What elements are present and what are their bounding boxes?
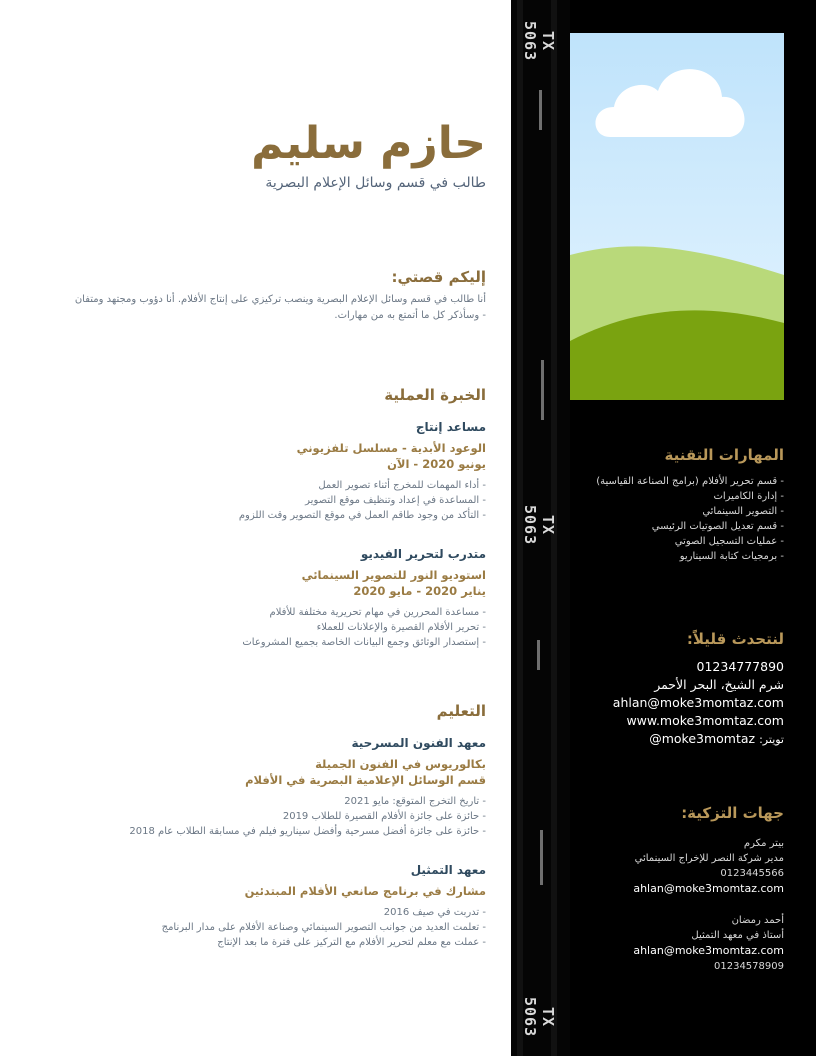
candidate-name: حازم سليم bbox=[251, 118, 486, 169]
contact-phone: 01234777890 bbox=[696, 659, 784, 674]
job-title: مساعد إنتاج bbox=[415, 420, 486, 434]
job-org: الوعود الأبدية - مسلسل تلفزيوني bbox=[296, 441, 486, 455]
landscape-image bbox=[570, 33, 784, 400]
education-section bbox=[46, 702, 486, 950]
contact-address: شرم الشيخ، البحر الأحمر bbox=[654, 677, 784, 692]
education-entry bbox=[46, 736, 486, 839]
reference-email[interactable]: ahlan@moke3momtaz.com bbox=[633, 944, 784, 957]
about-line: أنا طالب في قسم وسائل الإعلام البصرية وينصب تركيزي على إنتاج الأفلام. أنا دؤوب ومجتهد ومتفان bbox=[74, 294, 486, 305]
job-entry bbox=[46, 547, 486, 650]
sidebar bbox=[570, 0, 816, 1056]
skill-item: - برمجيات كتابة السيناريو bbox=[679, 551, 784, 562]
skill-item: - عمليات التسجيل الصوتي bbox=[674, 536, 784, 547]
job-dates: يونيو 2020 - الآن bbox=[387, 457, 486, 471]
contact-website[interactable]: www.moke3momtaz.com bbox=[626, 713, 784, 728]
skills-section bbox=[570, 446, 784, 564]
education-department: قسم الوسائل الإعلامية البصرية في الأفلام bbox=[245, 773, 486, 787]
twitter-handle[interactable]: @moke3momtaz bbox=[649, 731, 756, 746]
reference-name: بيتر مكرم bbox=[743, 838, 784, 849]
reference-role: أستاذ في معهد التمثيل bbox=[691, 930, 784, 941]
contact-email[interactable]: ahlan@moke3momtaz.com bbox=[612, 695, 784, 710]
skill-item: - قسم تعديل الصوتيات الرئيسي bbox=[651, 521, 784, 532]
film-code: TX 5063 bbox=[521, 996, 557, 1038]
film-strip bbox=[511, 0, 570, 1056]
job-org: استوديو النور للتصوير السينمائي bbox=[301, 568, 486, 582]
job-title: متدرب لتحرير الفيديو bbox=[360, 547, 486, 561]
film-code: TX 5063 bbox=[521, 504, 557, 546]
twitter-label: تويتر: bbox=[759, 733, 784, 746]
skill-item: - التصوير السينمائي bbox=[702, 506, 784, 517]
film-code: TX 5063 bbox=[521, 20, 557, 62]
job-bullet: - التأكد من وجود طاقم العمل في موقع التصوير وقت اللزوم bbox=[238, 510, 486, 521]
education-title: معهد التمثيل bbox=[410, 863, 486, 877]
skills-heading: المهارات التقنية bbox=[664, 446, 784, 464]
references-section bbox=[570, 804, 784, 974]
education-bullet: - حائزة على جائزة الأفلام القصيرة للطلاب 2019 bbox=[282, 811, 486, 822]
film-scratch bbox=[537, 640, 540, 670]
education-bullet: - تاريخ التخرج المتوقع: مايو 2021 bbox=[344, 796, 486, 807]
candidate-subtitle: طالب في قسم وسائل الإعلام البصرية bbox=[265, 175, 486, 191]
education-program: مشارك في برنامج صانعي الأفلام المبتدئين bbox=[244, 884, 486, 898]
education-bullet: - تعلمت العديد من جوانب التصوير السينمائي وصناعة الأفلام على مدار البرنامج bbox=[161, 922, 486, 933]
education-degree: بكالوريوس في الفنون الجميلة bbox=[315, 757, 486, 771]
job-bullet: - أداء المهمات للمخرج أثناء تصوير العمل bbox=[318, 480, 486, 491]
education-entry bbox=[46, 863, 486, 950]
experience-heading: الخبرة العملية bbox=[384, 386, 486, 404]
education-title: معهد الفنون المسرحية bbox=[351, 736, 486, 750]
about-heading: إليكم قصتي: bbox=[391, 268, 486, 286]
profile-photo-placeholder bbox=[570, 33, 784, 400]
education-bullet: - حائزة على جائزة أفضل مسرحية وأفضل سيناريو فيلم في مسابقة الطلاب عام 2018 bbox=[129, 826, 486, 837]
reference-role: مدير شركة النصر للإخراج السينمائي bbox=[634, 853, 784, 864]
education-bullet: - تدربت في صيف 2016 bbox=[383, 907, 486, 918]
education-heading: التعليم bbox=[436, 702, 486, 720]
contact-heading: لنتحدث قليلاً: bbox=[686, 630, 784, 648]
skill-item: - إدارة الكاميرات bbox=[713, 491, 784, 502]
job-bullet: - مساعدة المحررين في مهام تحريرية مختلفة للأفلام bbox=[269, 607, 486, 618]
film-scratch bbox=[541, 360, 544, 420]
job-bullet: - إستصدار الوثائق وجمع البيانات الخاصة بجميع المشروعات bbox=[242, 637, 486, 648]
reference-phone: 0123445566 bbox=[720, 868, 784, 879]
reference-email[interactable]: ahlan@moke3momtaz.com bbox=[633, 882, 784, 895]
job-entry bbox=[46, 420, 486, 523]
job-bullet: - المساعدة في إعداد وتنظيف موقع التصوير bbox=[305, 495, 486, 506]
references-heading: جهات التزكية: bbox=[681, 804, 784, 822]
contact-section bbox=[570, 630, 784, 749]
about-section bbox=[46, 268, 486, 324]
experience-section bbox=[46, 386, 486, 650]
contact-twitter-row bbox=[570, 730, 784, 749]
reference-entry bbox=[570, 836, 784, 897]
reference-entry bbox=[570, 913, 784, 974]
film-scratch bbox=[540, 830, 543, 885]
film-scratch bbox=[539, 90, 542, 130]
reference-name: أحمد رمضان bbox=[731, 915, 784, 926]
header-name-block bbox=[46, 118, 486, 191]
job-bullet: - تحرير الأفلام القصيرة والإعلانات للعملاء bbox=[316, 622, 486, 633]
education-bullet: - عملت مع معلم لتحرير الأفلام مع التركيز على فترة ما بعد الإنتاج bbox=[217, 937, 486, 948]
skill-item: - قسم تحرير الأفلام (برامج الصناعة القياسية) bbox=[596, 476, 784, 487]
reference-phone: 01234578909 bbox=[714, 961, 784, 972]
job-dates: يناير 2020 - مايو 2020 bbox=[353, 584, 486, 598]
about-line: - وسأذكر كل ما أتمتع به من مهارات. bbox=[334, 310, 486, 321]
